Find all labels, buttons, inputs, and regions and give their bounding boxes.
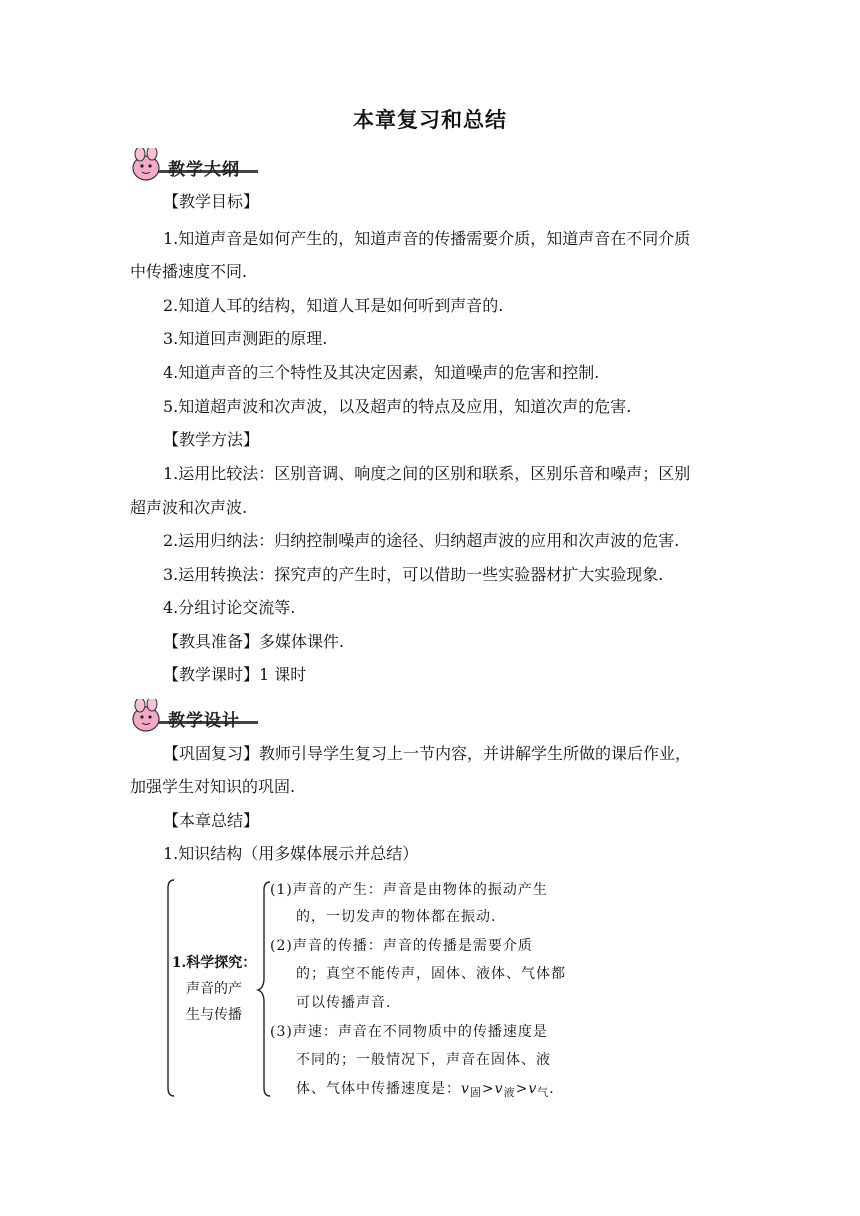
subscript-liquid: 液 bbox=[503, 1086, 516, 1099]
methods-header: 【教学方法】 bbox=[163, 430, 260, 449]
tools-line: 【教具准备】多媒体课件. bbox=[163, 632, 345, 651]
objective-4: 4.知道声音的三个特性及其决定因素，知道噪声的危害和控制. bbox=[163, 363, 600, 382]
method-3: 3.运用转换法：探究声的产生时，可以借助一些实验器材扩大实验现象. bbox=[163, 565, 664, 584]
knowledge-structure-line: 1.知识结构（用多媒体展示并总结） bbox=[163, 844, 419, 863]
section-banner-design bbox=[128, 699, 260, 735]
method-1-line-1: 1.运用比较法：区别音调、响度之间的区别和联系，区别乐音和噪声；区别 bbox=[163, 464, 691, 483]
diagram-item-line: 的，一切发声的物体都在振动. bbox=[296, 909, 497, 925]
method-4: 4.分组讨论交流等. bbox=[163, 598, 296, 617]
objectives-header: 【教学目标】 bbox=[163, 192, 260, 211]
diagram-speed-line bbox=[296, 1079, 555, 1103]
objective-2: 2.知道人耳的结构，知道人耳是如何听到声音的. bbox=[163, 296, 504, 315]
objective-1-line-1: 1.知道声音是如何产生的，知道声音的传播需要介质，知道声音在不同介质 bbox=[163, 229, 691, 248]
objective-5: 5.知道超声波和次声波，以及超声的特点及应用，知道次声的危害. bbox=[163, 397, 632, 416]
diagram-left-line-3: 生与传播 bbox=[186, 1007, 242, 1023]
diagram-item-line: (3)声速：声音在不同物质中的传播速度是 bbox=[270, 1024, 548, 1040]
page-title: 本章复习和总结 bbox=[353, 108, 507, 132]
knowledge-structure-diagram bbox=[160, 878, 580, 1100]
diagram-item-line: 体、气体中传播速度是： bbox=[296, 1081, 461, 1097]
diagram-item-line: 不同的；一般情况下，声音在固体、液 bbox=[296, 1052, 551, 1068]
section-banner-label: 教学设计 bbox=[168, 711, 240, 731]
subscript-solid: 固 bbox=[469, 1086, 482, 1099]
method-2: 2.运用归纳法：归纳控制噪声的途径、归纳超声波的应用和次声波的危害. bbox=[163, 531, 680, 550]
period-symbol: . bbox=[549, 1081, 555, 1097]
diagram-item-line: (2)声音的传播：声音的传播是需要介质 bbox=[270, 938, 533, 954]
section-banner-outline bbox=[128, 148, 260, 184]
diagram-left-line-1: 1.科学探究： bbox=[171, 955, 257, 971]
velocity-symbol: v bbox=[461, 1081, 470, 1097]
diagram-item-line: 的；真空不能传声，固体、液体、气体都 bbox=[296, 966, 566, 982]
diagram-left-line-2: 声音的产 bbox=[186, 981, 242, 997]
velocity-symbol: v bbox=[494, 1081, 504, 1097]
objective-3: 3.知道回声测距的原理. bbox=[163, 329, 328, 348]
review-line-1: 【巩固复习】教师引导学生复习上一节内容，并讲解学生所做的课后作业， bbox=[163, 744, 692, 763]
review-line-2: 加强学生对知识的巩固. bbox=[130, 777, 296, 796]
section-banner-label: 教学大纲 bbox=[168, 160, 240, 180]
velocity-symbol: v bbox=[528, 1081, 538, 1097]
hours-line: 【教学课时】1 课时 bbox=[163, 665, 307, 684]
diagram-item-line: (1)声音的产生：声音是由物体的振动产生 bbox=[270, 882, 548, 898]
method-1-line-2: 超声波和次声波. bbox=[130, 498, 248, 517]
diagram-item-line: 可以传播声音. bbox=[296, 995, 392, 1011]
greater-than-symbol: > bbox=[515, 1081, 529, 1097]
subscript-gas: 气 bbox=[537, 1086, 550, 1099]
greater-than-symbol: > bbox=[481, 1081, 495, 1097]
summary-header: 【本章总结】 bbox=[163, 811, 260, 830]
objective-1-line-2: 中传播速度不同. bbox=[130, 262, 248, 281]
